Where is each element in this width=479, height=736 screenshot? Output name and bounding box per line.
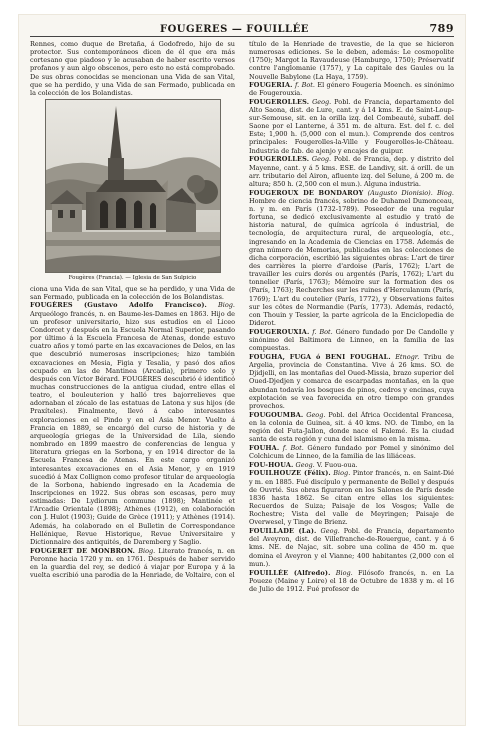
entry-fougoumba (249, 411, 454, 444)
right-column (249, 40, 454, 722)
entry-headword: FOU-HOUA. (249, 460, 294, 469)
entry-headword: FOUGERIA. (249, 80, 293, 89)
right-intro-text: título de la Henriade de travestie, de la que se hicieron numerosas ediciones. Se le deben, además: Le cosmopolite (1750); Margot la Ravaudeuse (Hamburgo, 1750); Préservatif contre l'anglomanie (1757), y La capitale des Gaules ou la Nouvelle Babylone (La Haya, 1759). (249, 40, 454, 81)
entry-tag: Etnogr. (395, 352, 420, 361)
entry-text: V. Fuou-oua. (316, 460, 358, 469)
left-intro-text: Rennes, como duque de Bretaña, á Godofredo, hijo de su protector. Sus contemporáneos dicen de él que era más cortesano que piadoso y le acusaban de haber escrito versos profanos y aun algo obscenos, pero esto no está comprobado. De sus obras conocidas se mencionan una Vida de san Vital, que se ha perdido, y una Vida de san Fermado, publicada en la colección de los Bolandistas. (30, 40, 235, 97)
entry-tag: Biog. (217, 301, 235, 310)
entry-tag: Biog. (333, 469, 351, 478)
figure (30, 99, 235, 282)
entry-text: El género Fougeria Moench. es sinónimo de Fougerouxia. (249, 80, 454, 97)
entry-tag: Geog. (312, 97, 332, 106)
entry-headword: FOUGEROLLES. (249, 155, 310, 164)
entry-tag: Biog. (138, 546, 156, 555)
entry-tag: Geog. (311, 155, 332, 164)
entry-headword: FOUGEROUX DE BONDAROY (249, 188, 364, 197)
entry-text: Literato francés, n. en Peronne hacia 1720 y m. en 1761. Después de haber servido en la guardia del rey, se dedicó á viajar por Europa y á la vuelta escribió una parodia de la Henriade, de Voltaire, con el (30, 546, 235, 580)
entry-tag: Biog. (335, 568, 353, 577)
header-rule (30, 36, 454, 37)
entry-text: Arqueólogo francés, n. en Baume-les-Dames en 1863. Hijo de un profesor universitario, hizo sus estudios en el Liceo Condorcet y después en la Escuela Normal Superior, pasando por último á la Escuela Francesa de Atenas, donde estuvo cuatro años y tomó parte en las excavaciones de Delos, en las que descubrió numerosas inscripciones; hizo también excavaciones en Mesia, Figia y Tesalia, y pasó dos años ocupado en las de Mantinea (Arcadia), primero solo y después con Víctor Bérard. FOUGÈRES descubrió é identificó muchas construcciones de la antigua ciudad, entre ellas el teatro, el bouleuterion y halló tres bajorrelieves que adornaban el zócalo de las estatuas de Latona y sus hijos (de Praxíteles). Finalmente, llevó á cabo interesantes exploraciones en el Pindo y en el Asia Menor. Vuelto á Francia en 1889, se encargó del curso de historia y de arqueología griegas de la Universidad de Lila, siendo nombrado en 1899 maestro de conferencias de lengua y literatura griegas en la Sorbona, y en 1914 director de la Escuela Francesa de Atenas. En este cargo organizó interesantes excavaciones en el Asia Menor, y en 1919 sucedió á Max Collignon como profesor titular de arqueología de la Sorbona, habiendo ingresado en la Academia de Inscripciones en 1922. Sus obras son escasas, pero muy estimadas: De Lydiorum commune (1898); Mantinée et l'Arcadie Orientale (1898); Athènes (1912), en colaboración con J. Hulot (1903); Guide de Grèce (1911); y Athènes (1914). Además, ha colaborado en el Bulletin de Correspondance Hellénique, Revue Historique, Revue Universitaire y Dictionnaire des antiquités, de Daremberg y Saglio. (30, 309, 235, 546)
entry-fougeret (30, 547, 235, 580)
entry-headword: FOUGOUMBA. (249, 410, 304, 419)
entry-text: Hombre de ciencia francés, sobrino de Duhamel Dumonceau, n. y m. en París (1732-1789). Poseedor de una regular fortuna, se dedicó exclusivamente al estudio y trató de historia natural, de química agrícola é industrial, de tecnología, de arquitectura rural, de arqueología, etc., ingresando en la Academia de Ciencias en 1758. Además de gran número de Memorias, publicadas en las colecciones de dicha corporación, escribió las siguientes obras: L'art de tirer des carrières la pierre d'ardoise (París, 1762); L'art de travailler les cuirs dorés ou argentés (París, 1762); L'art du tonnelier (París, 1763); Mémoire sur la formation des os (París, 1763); Recherches sur les ruines d'Herculanum (París, 1769); L'art du coutelier (París, 1772), y Observations faites sur les côtes de Normandie (París, 1773). Además, redactó, con Thouin y Tessier, la parte agrícola de la Enciclopedia de Diderot. (249, 196, 454, 328)
entry-tag: Geog. (295, 460, 315, 469)
entry-headword: FOUILLÉE (Alfredo). (249, 568, 331, 577)
entry-headword: FOUGEROLLES. (249, 97, 310, 106)
entry-text: Pobl. de Francia, departamento del Alto Saona, dist. de Lure, cant. y á 14 kms. E. de Saint-Loup-sur-Semouse, sit. en la orilla izq. del Combeauté, subaff. del Saone por el Lanterne, á 351 m. de altura. Est. del f. c. del Este; 1,900 h. (5,000 con el mun.). Comprende dos centros principales: Fougerolles-la-Ville y Fougerolles-le-Château. Industria de fab. de ajenjo y encajes de guipur. (249, 97, 454, 155)
left-after-figure-text: ciona una Vida de san Vital, que se ha perdido, y una Vida de san Fermado, publicada en la colección de los Bolandistas. (30, 285, 235, 302)
entry-fougeres (30, 301, 235, 546)
running-title: FOUGERES — FOUILLÉE (160, 24, 309, 35)
entry-headword: FOUILHOUZE (Félix). (249, 469, 331, 478)
entry-fouillee (249, 569, 454, 593)
entry-tag: f. Bot. (312, 327, 333, 336)
entry-headword: FOUGÈRES (Gustavo Adolfo Francisco). (30, 301, 207, 310)
entry-headword: FOUILLADE (La). (249, 527, 317, 536)
dictionary-page (18, 14, 466, 726)
entry-headword: FOUGERET DE MONBRON. (30, 546, 136, 555)
entry-text: Pobl. del África Occidental Francesa, en la colonia de Guinea, sit. á 40 kms. NO. de Timbo, en la región del Futa-Jallon, donde nace el Falemé. Es la ciudad santa de esta región y cuna del islamismo en la misma. (249, 410, 454, 444)
entry-text: Filósofo francés, n. en La Poueze (Maine y Loire) el 18 de Octubre de 1838 y m. el 16 de Julio de 1912. Fué profesor de (249, 568, 454, 593)
entry-fougerolles-1 (249, 98, 454, 155)
left-column (30, 40, 235, 722)
entry-fougeroux (249, 189, 454, 328)
page-number: 789 (429, 22, 454, 35)
entry-text: Pobl. de Francia, departamento del Aveyron, dist. de Villefranche-de-Rouergue, cant. y á 6 kms. NE. de Najac, sit. sobre una colina de 450 m. que domina el Aveyron y el Vianne; 400 habitantes (2,000 con el mun.). (249, 527, 454, 568)
entry-headword: FOUGHA, FUGA ó BENI FOUGHAL. (249, 352, 391, 361)
entry-text: Pintor francés, n. en Saint-Dié y m. en 1885. Fué discípulo y permanente de Bellel y después de Ouvrié. Sus obras figuraron en los Salones de París desde 1836 hasta 1862. Se citan entre ellas los siguientes: Recuerdos de Suiza; Paisaje de los Vosgos; Valle de Rochestre; Vista del valle de Meyringen; Paisaje de Overwesel, y Tinge de Brienz. (249, 469, 454, 527)
entry-fouha (249, 444, 454, 460)
entry-tag: (Augusto Dionisio). Biog. (367, 188, 454, 197)
entry-text: Género fundado por De Candolle y sinónimo del Baltimora de Linneo, en la familia de las compuestas. (249, 327, 454, 353)
entry-fougha (249, 353, 454, 410)
entry-fou-houa (249, 461, 454, 469)
entry-headword: FOUGEROUXIA. (249, 327, 310, 336)
entry-tag: Geog. (306, 410, 326, 419)
entry-fougerouxia (249, 328, 454, 352)
entry-text: Género fundado por Pomel y sinónimo del Colchicum de Linneo, de la familia de las liliáceas. (249, 443, 454, 460)
church-photograph (45, 99, 221, 273)
church-illustration (46, 100, 220, 272)
entry-tag: f. Bot. (294, 80, 315, 89)
entry-text: Pobl. de Francia, dep. y distrito del Mayenne, cant. y á 5 kms. ESE. de Landivy, sit. á orill. de un arr. tributario del Airon, afluente izq. del Selune, á 200 m. de altura; 850 h. (2,500 con el mun.). Alguna industria. (249, 155, 454, 188)
entry-tag: f. Bot. (282, 443, 304, 452)
entry-text: Tribu de Argelia, provincia de Constantina. Vive á 26 kms. SO. de Djidjelli, en las montañas del Oued-Missia, brazo superior del Oued-Djedjen y comarca de escarpadas montañas, en la que abundan todavía los bosques de pinos, cedros y encinas, cuya explotación se vea favorecida en otro tiempo con grandes provechos. (249, 352, 454, 410)
entry-tag: Geog. (320, 527, 340, 536)
entry-headword: FOUHA. (249, 443, 280, 452)
entry-fouilhouze (249, 469, 454, 526)
entry-fougeria (249, 81, 454, 97)
entry-fougerolles-2 (249, 155, 454, 188)
figure-caption: Fougères (Francia). — Iglesia de San Sulpicio (68, 275, 197, 282)
entry-fouillade (249, 527, 454, 568)
